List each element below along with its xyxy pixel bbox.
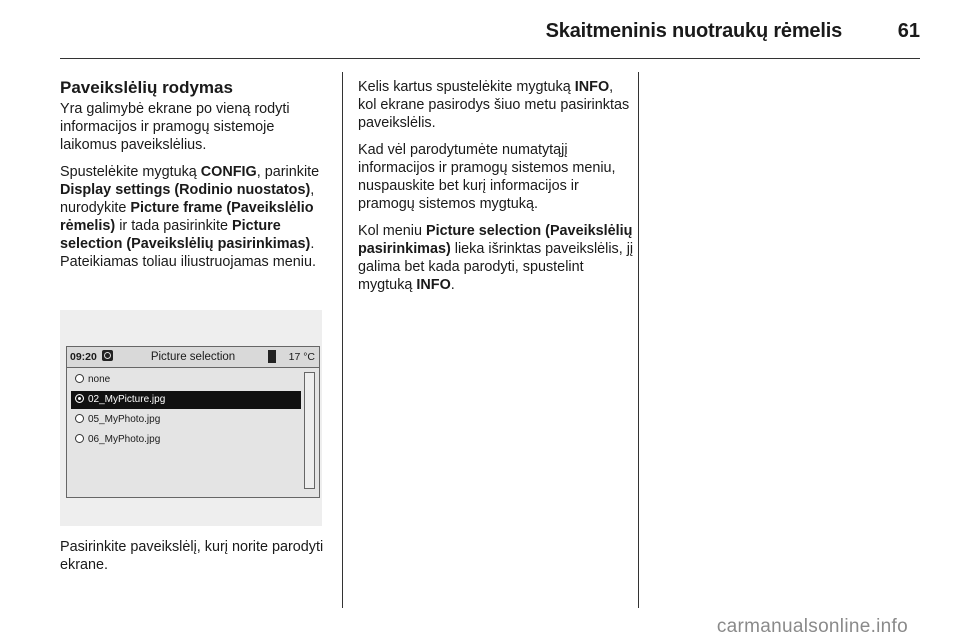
intro-paragraph: Yra galimybė ekrane po vieną rodyti informacijos ir pramogų sistemoje laikomus paveikslėlius. — [60, 101, 290, 153]
screen-header — [67, 347, 319, 368]
radio-icon — [75, 414, 84, 423]
watermark: carmanualsonline.info — [716, 616, 908, 637]
picture-selection-ref: Picture selection (Paveikslėlių pasirinkimas) — [358, 223, 633, 257]
text-run: Kelis kartus spustelėkite mygtuką — [358, 79, 575, 95]
display-screen — [66, 346, 320, 498]
scrollbar[interactable] — [304, 372, 315, 489]
page-number: 61 — [897, 20, 920, 42]
text-run: , parinkite — [256, 164, 320, 180]
default-menu-paragraph: Kad vėl parodytumėte numatytąjį informacijos ir pramogų sistemos meniu, nuspauskite bet kurį informacijos ir pramogų sistemos mygtuką. — [358, 142, 616, 212]
picture-selection-ref: Picture selection (Paveikslėlių pasirinkimas) — [60, 218, 311, 252]
left-column — [60, 78, 328, 280]
text-run: , nurodykite — [60, 182, 315, 216]
display-settings-ref: Display settings (Rodinio nuostatos) — [60, 182, 311, 198]
thermometer-icon — [268, 350, 276, 363]
config-button-ref: CONFIG — [200, 164, 257, 180]
text-run: lieka išrinktas paveikslėlis, jį galima bet kada parodyti, spustelint mygtuką — [358, 241, 634, 293]
selection-paragraph — [358, 222, 634, 294]
section-heading: Paveikslėlių rodymas — [60, 78, 233, 97]
right-column — [358, 78, 634, 303]
column-divider — [342, 72, 343, 608]
list-item-selected[interactable] — [71, 391, 301, 409]
screen-illustration — [60, 310, 322, 526]
picture-frame-ref: Picture frame (Paveikslėlio rėmelis) — [60, 200, 314, 234]
list-item[interactable] — [71, 411, 301, 429]
text-run: Kol meniu — [358, 223, 426, 239]
text-run: . — [310, 236, 315, 252]
text-run: Spustelėkite mygtuką — [60, 164, 201, 180]
list-item-label: 05_MyPhoto.jpg — [88, 414, 161, 425]
radio-icon — [75, 374, 84, 383]
screen-title: Picture selection — [150, 351, 236, 363]
page-header — [60, 14, 920, 59]
list-item[interactable] — [71, 431, 301, 449]
info-paragraph — [358, 78, 634, 132]
text-run: , kol ekrane pasirodys šiuo metu pasirinktas paveikslėlis. — [358, 79, 630, 131]
info-button-ref: INFO — [416, 277, 451, 293]
text-run: ir tada pasirinkite — [115, 218, 232, 234]
screen-caption: Pasirinkite paveikslėlį, kurį norite parodyti ekrane. — [60, 539, 324, 573]
list-item[interactable] — [71, 371, 301, 389]
text-run: . — [450, 277, 455, 293]
column-divider-right — [638, 72, 639, 608]
page-title: Skaitmeninis nuotraukų rėmelis — [545, 20, 842, 42]
radio-icon — [75, 434, 84, 443]
info-button-ref: INFO — [574, 79, 610, 95]
radio-selected-icon — [75, 394, 84, 403]
text-run: Pateikiamas toliau iliustruojamas meniu. — [60, 254, 316, 270]
list-item-label: 02_MyPicture.jpg — [88, 394, 166, 405]
list-item-label: 06_MyPhoto.jpg — [88, 434, 161, 445]
list-item-label: none — [88, 374, 111, 385]
clock-time: 09:20 — [70, 351, 97, 363]
temperature-readout: 17 °C — [288, 351, 315, 363]
picture-list — [71, 371, 301, 451]
instructions-paragraph — [60, 163, 328, 271]
